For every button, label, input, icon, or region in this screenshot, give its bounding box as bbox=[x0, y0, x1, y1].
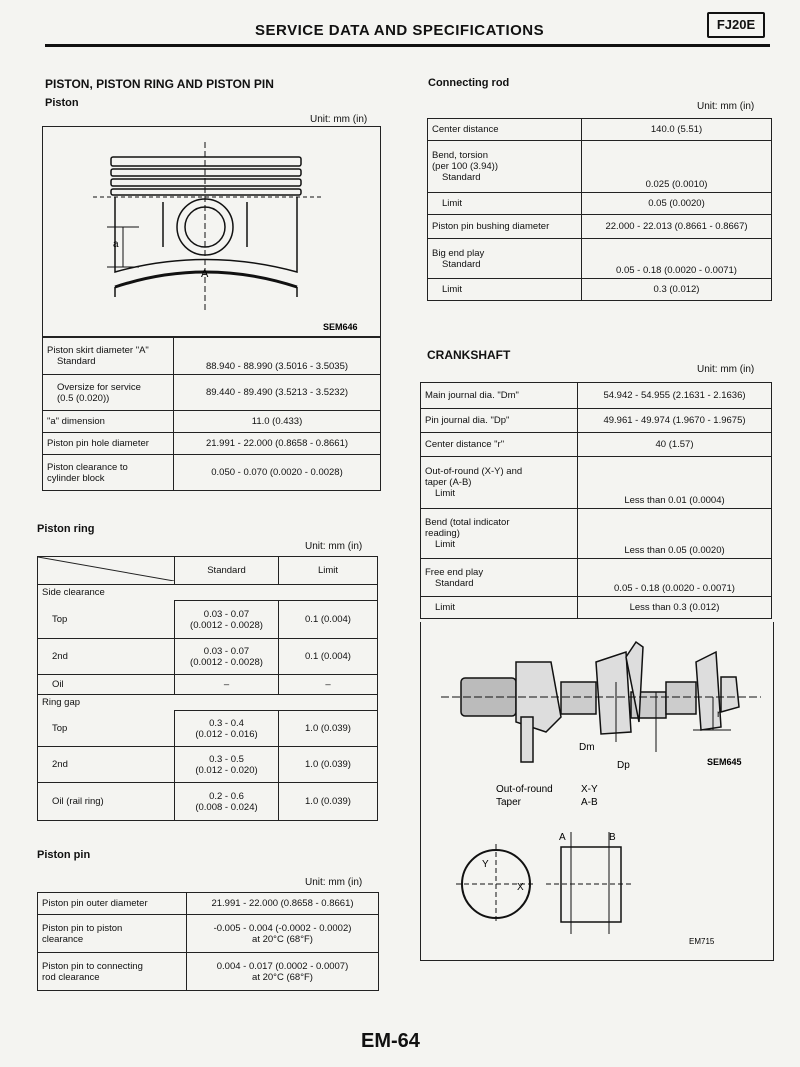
pin-heading: Piston pin bbox=[37, 849, 91, 861]
table-row: Free end play Standard 0.05 - 0.18 (0.0020 - 0.0071) bbox=[421, 559, 772, 597]
pin-table bbox=[37, 892, 379, 991]
table-row: Main journal dia. "Dm" 54.942 - 54.955 (2.1631 - 2.1636) bbox=[421, 383, 772, 409]
table-row: Limit 0.05 (0.0020) bbox=[428, 193, 772, 215]
table-row: Oil – – bbox=[38, 675, 378, 695]
crankshaft-figure bbox=[420, 622, 774, 961]
crankshaft-diagram bbox=[421, 622, 773, 960]
table-row: Piston clearance to cylinder block 0.050 - 0.070 (0.0020 - 0.0028) bbox=[43, 455, 381, 491]
section-title-piston: PISTON, PISTON RING AND PISTON PIN bbox=[45, 77, 274, 91]
piston-table bbox=[42, 336, 381, 491]
piston-figure-code: SEM646 bbox=[323, 322, 358, 332]
legend-taper: Taper bbox=[496, 797, 522, 808]
header-rule bbox=[45, 44, 770, 47]
table-row: Side clearance bbox=[38, 585, 378, 601]
piston-heading: Piston bbox=[45, 97, 79, 109]
label-a: A bbox=[201, 268, 209, 280]
table-row: 2nd 0.3 - 0.5 (0.012 - 0.020) 1.0 (0.039) bbox=[38, 747, 378, 783]
engine-badge: FJ20E bbox=[707, 12, 765, 38]
table-row: Pin journal dia. "Dp" 49.961 - 49.974 (1.9670 - 1.9675) bbox=[421, 409, 772, 433]
piston-figure bbox=[42, 126, 381, 338]
table-row: Bend, torsion (per 100 (3.94)) Standard 0.025 (0.0010) bbox=[428, 141, 772, 193]
page-number: EM-64 bbox=[361, 1030, 420, 1052]
table-row: Out-of-round (X-Y) and taper (A-B) Limit Less than 0.01 (0.0004) bbox=[421, 457, 772, 509]
crank-figure-code-2: EM715 bbox=[689, 937, 715, 946]
ring-table bbox=[37, 556, 378, 821]
table-row: Limit 0.3 (0.012) bbox=[428, 279, 772, 301]
label-y: Y bbox=[482, 859, 489, 870]
conrod-heading: Connecting rod bbox=[428, 77, 510, 89]
ring-heading: Piston ring bbox=[37, 523, 95, 535]
table-row: Center distance 140.0 (5.51) bbox=[428, 119, 772, 141]
table-row bbox=[38, 557, 378, 585]
table-row: Top 0.03 - 0.07 (0.0012 - 0.0028) 0.1 (0.004) bbox=[38, 601, 378, 639]
table-row: Center distance "r" 40 (1.57) bbox=[421, 433, 772, 457]
table-row: Piston pin hole diameter 21.991 - 22.000 (0.8658 - 0.8661) bbox=[43, 433, 381, 455]
table-row: Piston pin to connecting rod clearance 0.004 - 0.017 (0.0002 - 0.0007) at 20°C (68°F) bbox=[38, 953, 379, 991]
table-row: Big end play Standard 0.05 - 0.18 (0.0020 - 0.0071) bbox=[428, 239, 772, 279]
table-row: 2nd 0.03 - 0.07 (0.0012 - 0.0028) 0.1 (0.004) bbox=[38, 639, 378, 675]
table-row: Oversize for service (0.5 (0.020)) 89.440 - 89.490 (3.5213 - 3.5232) bbox=[43, 375, 381, 411]
table-row: Limit Less than 0.3 (0.012) bbox=[421, 597, 772, 619]
piston-unit: Unit: mm (in) bbox=[310, 114, 368, 125]
piston-diagram bbox=[43, 127, 380, 337]
table-row: Bend (total indicator reading) Limit Less than 0.05 (0.0020) bbox=[421, 509, 772, 559]
table-row: "a" dimension 11.0 (0.433) bbox=[43, 411, 381, 433]
label-dm: Dm bbox=[579, 742, 595, 753]
label-small-a: a bbox=[113, 239, 119, 250]
conrod-table bbox=[427, 118, 772, 301]
pin-unit: Unit: mm (in) bbox=[305, 877, 363, 888]
label-r: r bbox=[717, 709, 721, 720]
crank-table bbox=[420, 382, 772, 619]
table-row: Piston skirt diameter "A" Standard 88.940 - 88.990 (3.5016 - 3.5035) bbox=[43, 337, 381, 375]
crank-unit: Unit: mm (in) bbox=[697, 364, 755, 375]
col-limit: Limit bbox=[279, 557, 378, 585]
label-b-crank: B bbox=[609, 832, 616, 843]
crank-figure-code-1: SEM645 bbox=[707, 757, 742, 767]
legend-oor-val: X-Y bbox=[581, 784, 598, 795]
label-a-crank: A bbox=[559, 832, 566, 843]
page-title: SERVICE DATA AND SPECIFICATIONS bbox=[255, 22, 545, 39]
table-row: Piston pin bushing diameter 22.000 - 22.013 (0.8661 - 0.8667) bbox=[428, 215, 772, 239]
table-row: Piston pin outer diameter 21.991 - 22.000 (0.8658 - 0.8661) bbox=[38, 893, 379, 915]
conrod-unit: Unit: mm (in) bbox=[697, 101, 755, 112]
crank-heading: CRANKSHAFT bbox=[427, 348, 511, 362]
label-dp: Dp bbox=[617, 760, 630, 771]
ring-unit: Unit: mm (in) bbox=[305, 541, 363, 552]
label-x: X bbox=[517, 882, 524, 893]
table-row: Piston pin to piston clearance -0.005 - 0.004 (-0.0002 - 0.0002) at 20°C (68°F) bbox=[38, 915, 379, 953]
col-standard: Standard bbox=[175, 557, 279, 585]
table-row: Oil (rail ring) 0.2 - 0.6 (0.008 - 0.024) 1.0 (0.039) bbox=[38, 783, 378, 821]
table-row: Ring gap bbox=[38, 695, 378, 711]
legend-oor: Out-of-round bbox=[496, 784, 553, 795]
table-row: Top 0.3 - 0.4 (0.012 - 0.016) 1.0 (0.039) bbox=[38, 711, 378, 747]
legend-taper-val: A-B bbox=[581, 797, 598, 808]
